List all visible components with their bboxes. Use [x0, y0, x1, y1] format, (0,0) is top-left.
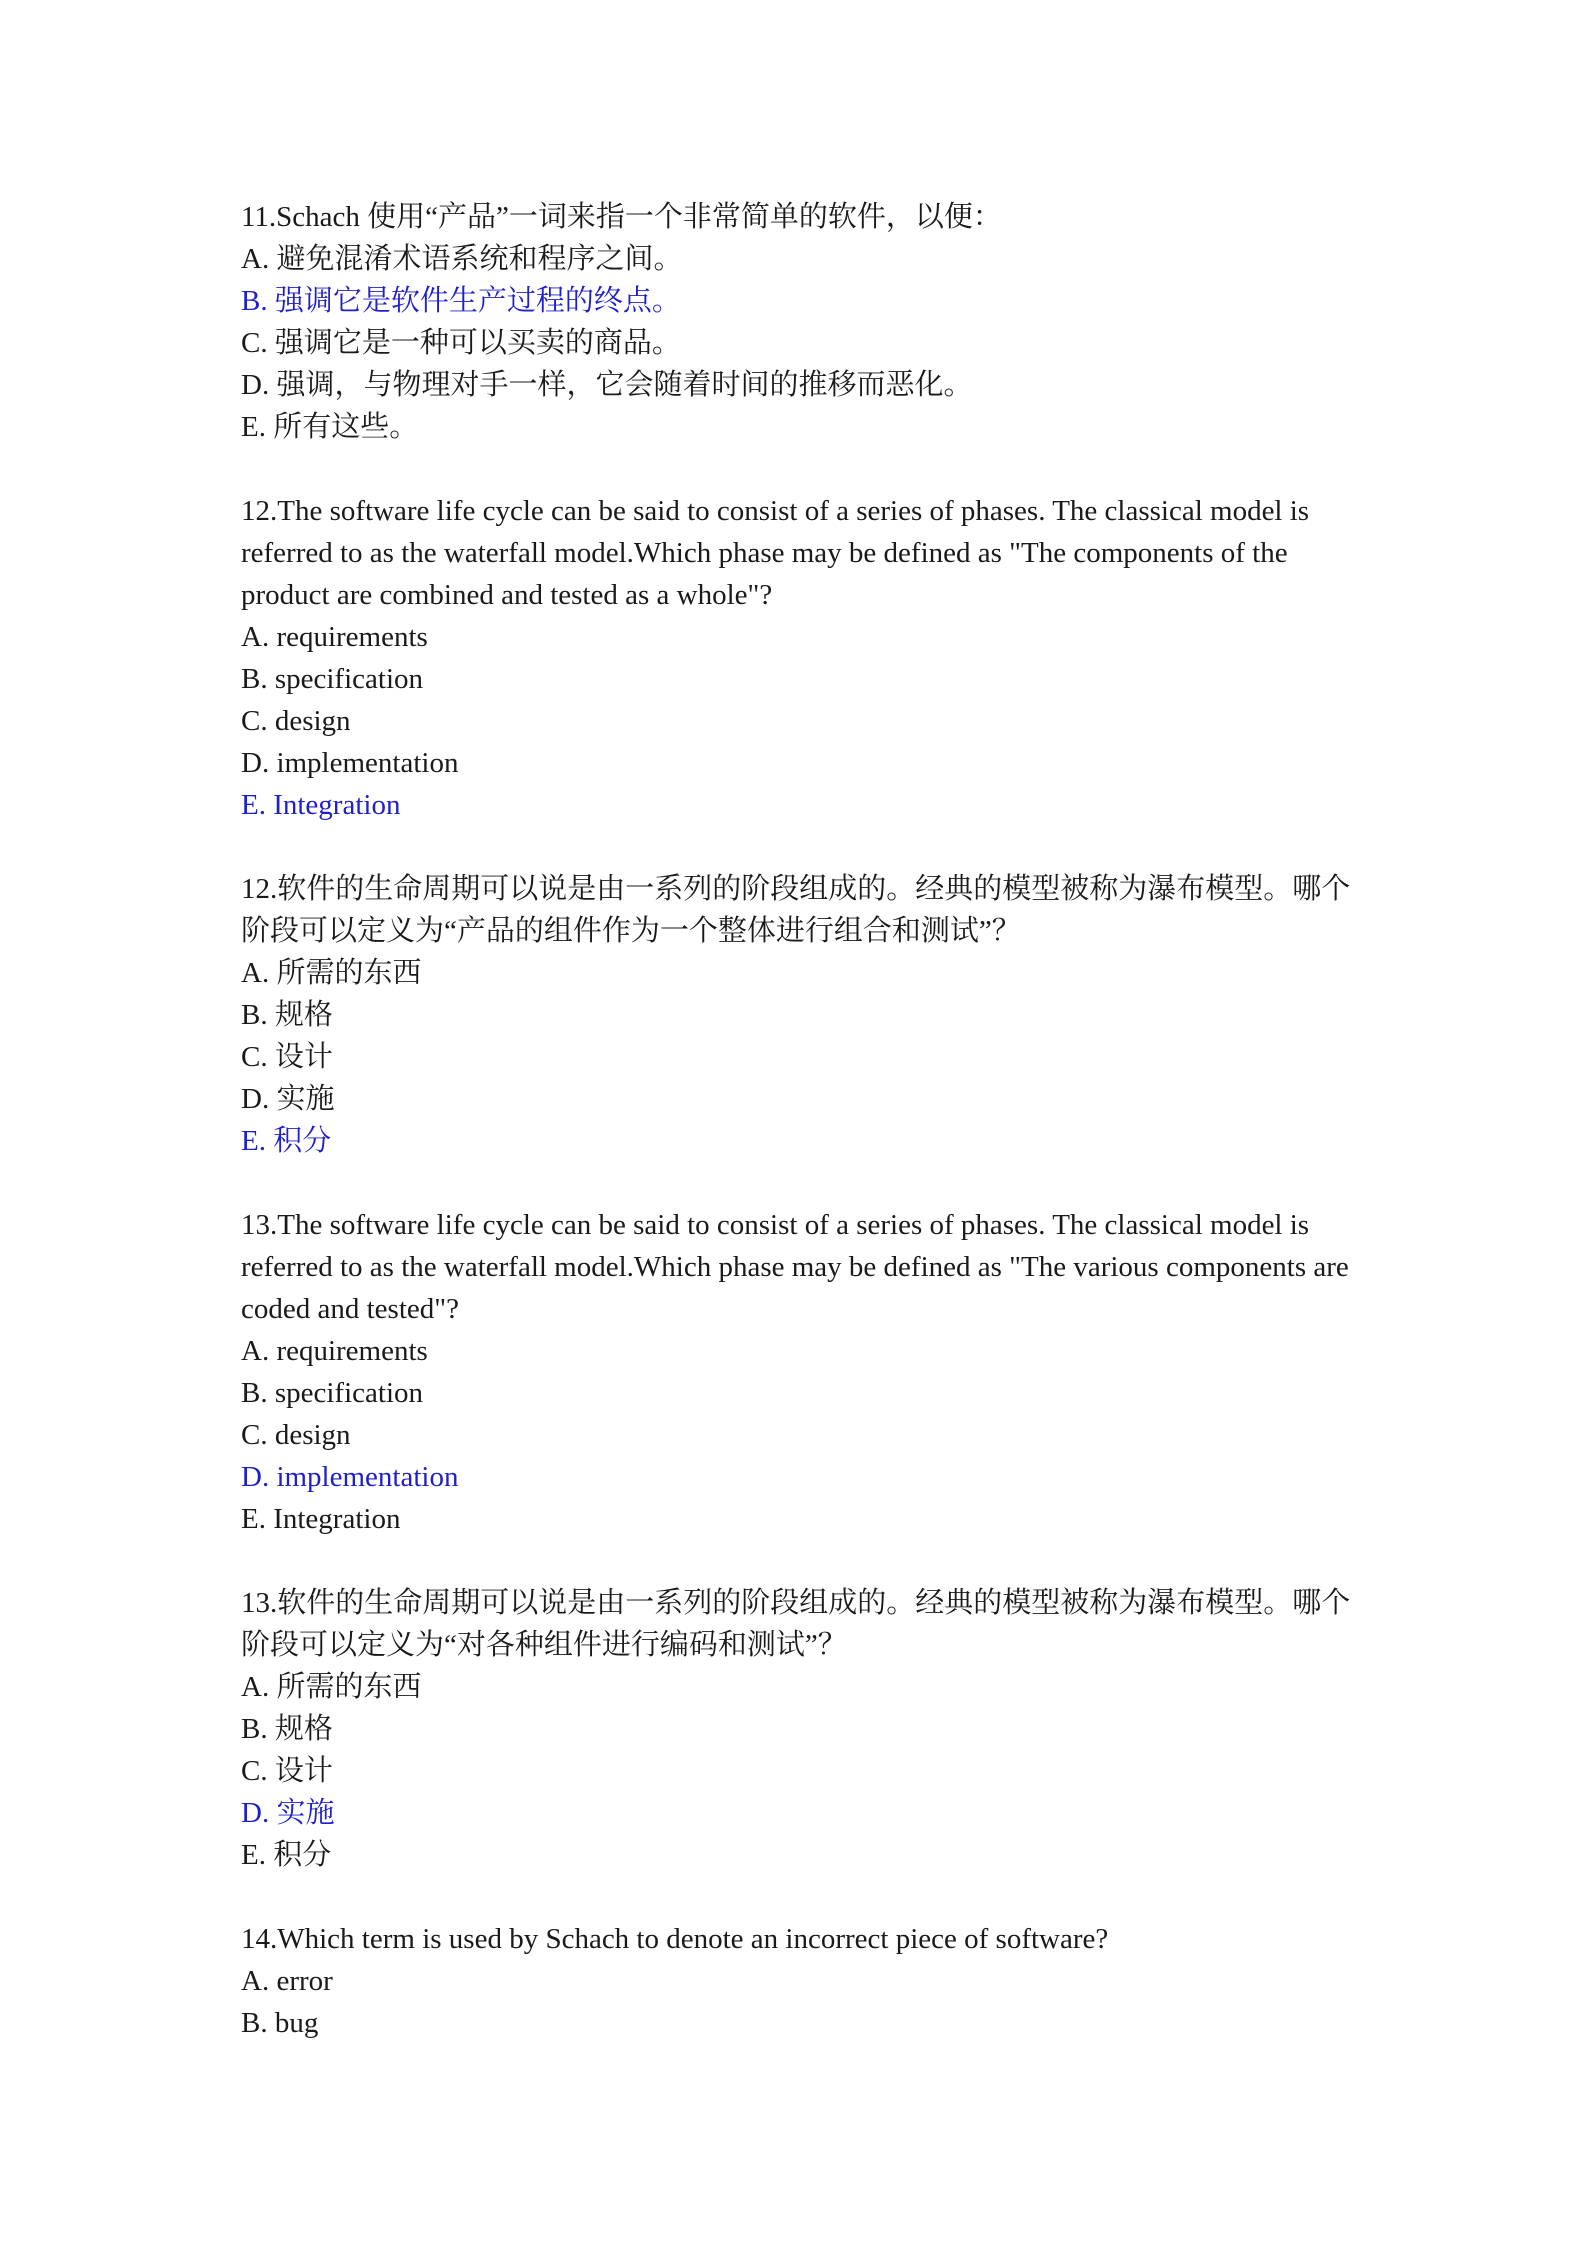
question-13-zh — [241, 1582, 1371, 1876]
option-b-answer: B. 强调它是软件生产过程的终点。 — [241, 285, 681, 317]
question-text: 11.Schach 使用“产品”一词来指一个非常简单的软件，以便： — [241, 201, 1002, 233]
option-list — [241, 1960, 1371, 2044]
option-list — [241, 238, 1371, 448]
question-11 — [241, 196, 1371, 448]
option-c: C. 设计 — [241, 1755, 333, 1787]
option-c: C. 强调它是一种可以买卖的商品。 — [241, 327, 681, 359]
option-c: C. design — [241, 1419, 351, 1451]
question-text: 12.The software life cycle can be said to consist of a series of phases. The classical model is referred to as the waterfall model.Which phase may be defined as "The components of the product are combined and tested as a whole"? — [241, 495, 1317, 611]
option-d-answer: D. implementation — [241, 1461, 459, 1493]
option-list — [241, 616, 1371, 826]
option-a: A. requirements — [241, 621, 428, 653]
option-c: C. 设计 — [241, 1041, 333, 1073]
document-page — [241, 196, 1371, 2086]
option-b: B. specification — [241, 663, 424, 695]
option-list — [241, 1666, 1371, 1876]
option-list — [241, 952, 1371, 1162]
option-a: A. requirements — [241, 1335, 428, 1367]
option-c: C. design — [241, 705, 351, 737]
question-text: 13.The software life cycle can be said to consist of a series of phases. The classical model is referred to as the waterfall model.Which phase may be defined as "The various components are coded and tested"? — [241, 1209, 1356, 1325]
question-text: 14.Which term is used by Schach to denote an incorrect piece of software? — [241, 1923, 1109, 1955]
option-list — [241, 1330, 1371, 1540]
question-14 — [241, 1918, 1371, 2044]
option-a: A. 避免混淆术语系统和程序之间。 — [241, 243, 683, 275]
option-e: E. 所有这些。 — [241, 411, 419, 443]
question-12-en — [241, 490, 1371, 826]
option-d-answer: D. 实施 — [241, 1797, 335, 1829]
option-a: A. 所需的东西 — [241, 1671, 422, 1703]
option-d: D. 强调，与物理对手一样，它会随着时间的推移而恶化。 — [241, 369, 973, 401]
question-text: 13.软件的生命周期可以说是由一系列的阶段组成的。经典的模型被称为瀑布模型。哪个阶段可以定义为“对各种组件进行编码和测试”？ — [241, 1587, 1351, 1661]
option-b: B. specification — [241, 1377, 424, 1409]
option-e: E. Integration — [241, 1503, 401, 1535]
option-b: B. bug — [241, 2007, 319, 2039]
question-text: 12.软件的生命周期可以说是由一系列的阶段组成的。经典的模型被称为瀑布模型。哪个阶段可以定义为“产品的组件作为一个整体进行组合和测试”？ — [241, 873, 1351, 947]
option-e-answer: E. 积分 — [241, 1125, 332, 1157]
option-d: D. implementation — [241, 747, 459, 779]
option-b: B. 规格 — [241, 999, 333, 1031]
question-12-zh — [241, 868, 1371, 1162]
question-13-en — [241, 1204, 1371, 1540]
option-b: B. 规格 — [241, 1713, 333, 1745]
option-d: D. 实施 — [241, 1083, 335, 1115]
option-e: E. 积分 — [241, 1839, 332, 1871]
option-a: A. 所需的东西 — [241, 957, 422, 989]
option-e-answer: E. Integration — [241, 789, 401, 821]
option-a: A. error — [241, 1965, 333, 1997]
